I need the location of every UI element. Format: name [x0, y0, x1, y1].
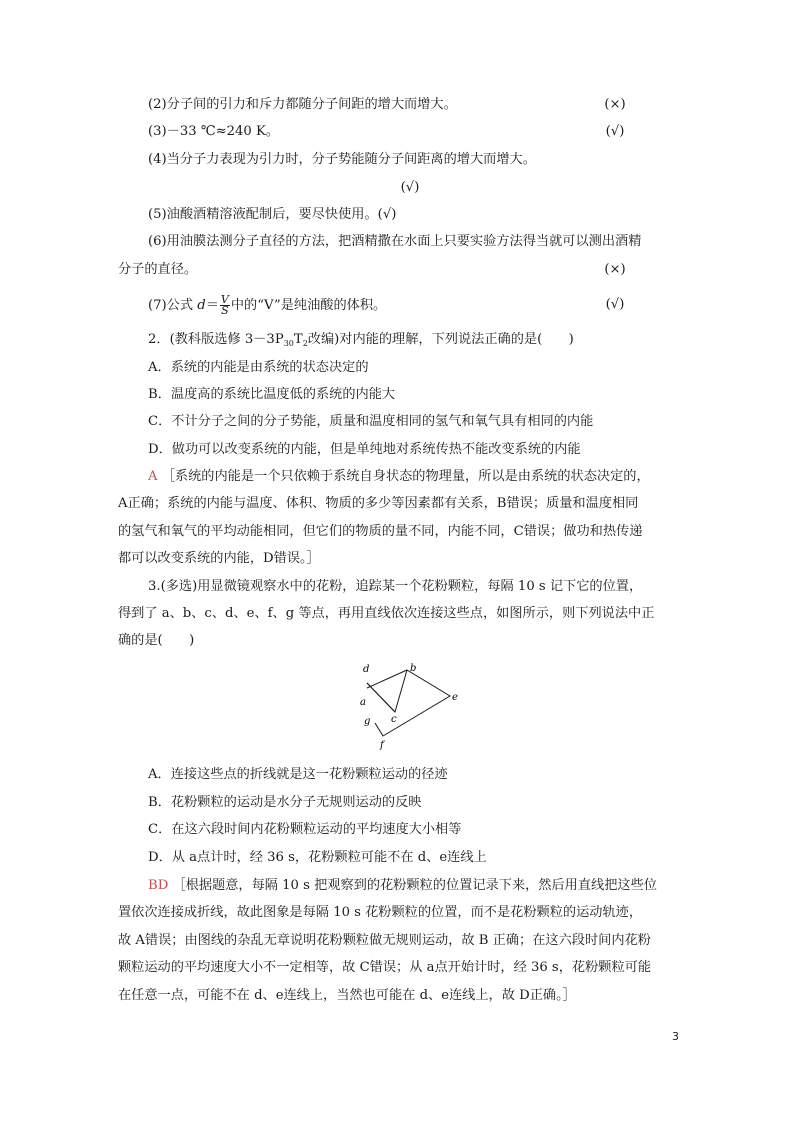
item-6-line1: (6)用油膜法测分子直径的方法，把酒精撒在水面上只要实验方法得当就可以测出酒精	[148, 234, 642, 249]
q2-stem-sub2: 2	[302, 339, 308, 348]
pollen-path-start	[367, 683, 395, 712]
q2-expl-0: ［系统的内能是一个只依赖于系统自身状态的物理量，所以是由系统的状态决定的，	[161, 469, 650, 484]
q3-option-c: C．在这六段时间内花粉颗粒运动的平均速度大小相等	[148, 822, 462, 837]
point-label-b: b	[410, 663, 417, 674]
q3-option-a: A．连接这些点的折线就是这一花粉颗粒运动的径迹	[148, 767, 448, 782]
q2-stem-mid: T	[293, 332, 303, 347]
q2-stem-sub: 30	[283, 339, 294, 348]
item-4-text: (4)当分子力表现为引力时，分子势能随分子间距离的增大而增大。	[148, 152, 536, 167]
point-label-c: c	[391, 714, 397, 725]
item-3-text: (3)－33 ℃≈240 K。	[148, 124, 280, 139]
item-2-text: (2)分子间的引力和斥力都随分子间距的增大而增大。	[148, 97, 457, 112]
point-label-d: d	[363, 664, 370, 675]
page-number: 3	[672, 1030, 679, 1043]
formula-equals: ＝	[205, 298, 219, 313]
item-6-mark: (×)	[604, 262, 626, 277]
q2-stem-post: 改编)对内能的理解，下列说法正确的是( )	[307, 332, 574, 347]
q2-option-c: C．不计分子之间的分子势能，质量和温度相同的氢气和氧气具有相同的内能	[148, 414, 594, 429]
q2-stem-pre: 2．(教科版选修 3－3P	[148, 332, 284, 347]
pollen-path-da	[367, 670, 407, 688]
q2-explanation-line1	[148, 467, 678, 487]
fraction-denominator: S	[221, 304, 229, 317]
q3-stem-line1: 3.(多选)用显微镜观察水中的花粉，追踪某一个花粉颗粒，每隔 10 s 记下它的位置，	[148, 579, 643, 594]
q2-option-a: A．系统的内能是由系统的状态决定的	[148, 360, 369, 375]
point-label-g: g	[364, 716, 371, 727]
q3-explanation-line2: 置依次连接成折线，故此图象是每隔 10 s 花粉颗粒的位置，而不是花粉颗粒的运动轨迹，	[118, 905, 643, 920]
q3-explanation-line3: 故 A错误；由图线的杂乱无章说明花粉颗粒做无规则运动，故 B 正确；在这六段时间内花粉	[118, 933, 651, 948]
q2-option-b: B．温度高的系统比温度低的系统的内能大	[148, 387, 396, 402]
item-7-prefix: (7)公式	[148, 298, 198, 313]
item-3-mark: (√)	[605, 124, 625, 139]
formula-variable: d	[197, 298, 206, 313]
q3-option-d: D．从 a点计时，经 36 s，花粉颗粒可能不在 d、e连线上	[148, 850, 487, 865]
point-label-a: a	[360, 697, 366, 708]
item-7-text	[148, 295, 678, 316]
point-label-f: f	[380, 740, 384, 751]
q3-answer: BD	[148, 878, 169, 893]
q3-stem-line2: 得到了 a、b、c、d、e、f、g 等点，再用直线依次连接这些点，如图所示，则下列说法中正	[118, 606, 655, 621]
item-7-suffix: 中的“V”是纯油酸的体积。	[230, 298, 387, 313]
q3-expl-0: ［根据题意，每隔 10 s 把观察到的花粉颗粒的位置记录下来，然后用直线把这些位	[172, 878, 657, 893]
pollen-path-figure	[355, 660, 465, 752]
q2-explanation-line3: 的氢气和氧气的平均动能相同，但它们的物质的量不同，内能不同，C错误；做功和热传递	[118, 524, 643, 539]
item-7-mark: (√)	[605, 297, 625, 312]
q2-explanation-line4: 都可以改变系统的内能，D错误。］	[118, 551, 320, 566]
fraction-numerator: V	[220, 293, 229, 306]
q2-explanation-line2: A正确；系统的内能与温度、体积、物质的多少等因素都有关系，B错误；质量和温度相同	[118, 496, 639, 511]
q3-explanation-line4: 颗粒运动的平均速度大小不一定相等，故 C错误；从 a点开始计时，经 36 s，花粉颗粒可能	[118, 960, 652, 975]
item-6-line2: 分子的直径。	[118, 262, 198, 277]
formula-fraction	[220, 295, 230, 316]
item-2-mark: (×)	[604, 97, 626, 112]
point-label-e: e	[452, 692, 458, 703]
item-4-mark: (√)	[400, 180, 420, 195]
q2-option-d: D．做功可以改变系统的内能，但是单纯地对系统传热不能改变系统的内能	[148, 442, 581, 457]
q3-stem-line3: 确的是( )	[118, 633, 195, 648]
q2-answer: A	[148, 469, 158, 484]
q3-explanation-line5: 在任意一点，可能不在 d、e连线上，当然也可能在 d、e连线上，故 D正确。］	[118, 988, 576, 1003]
item-5-text: (5)油酸酒精溶液配制后，要尽快使用。(√)	[148, 207, 397, 222]
q3-explanation-line1	[148, 876, 678, 896]
pollen-path-line	[367, 670, 450, 736]
q3-option-b: B．花粉颗粒的运动是水分子无规则运动的反映	[148, 795, 422, 810]
question-2-stem	[148, 330, 678, 354]
